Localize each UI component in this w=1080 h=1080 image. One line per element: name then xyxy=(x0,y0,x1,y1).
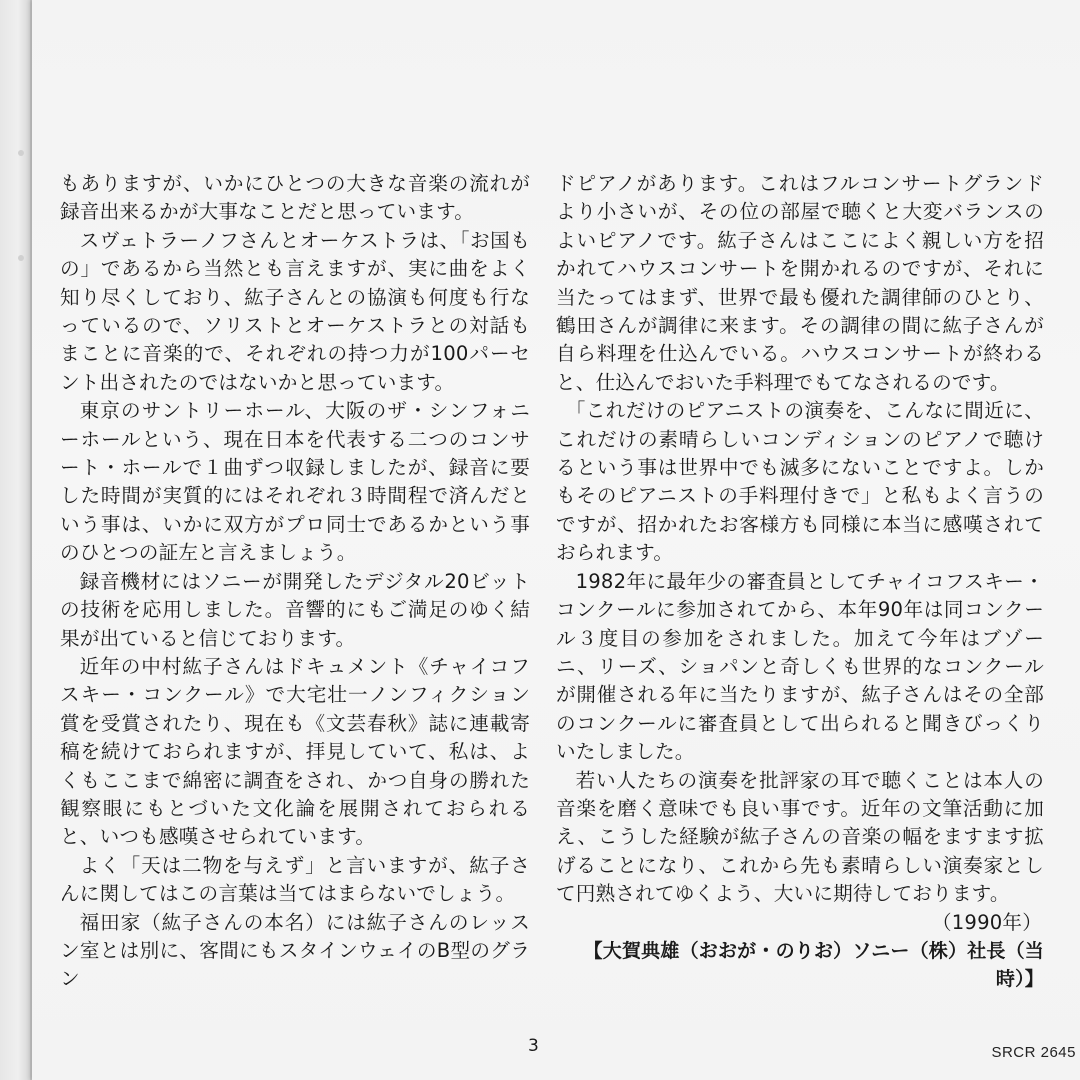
paragraph: もありますが、いかにひとつの大きな音楽の流れが録音出来るかが大事なことだと思っています。 xyxy=(60,172,530,224)
page-number: 3 xyxy=(528,1036,539,1056)
paragraph: 近年の中村紘子さんはドキュメント《チャイコフスキー・コンクール》で大宅壮一ノンフィクション賞を受賞されたり、現在も《文芸春秋》誌に連載寄稿を続けておられますが、拝見していて、私は、よくもここまで綿密に調査をされ、かつ自身の勝れた観察眼にもとづいた文化論を展開されておられると、いつも感嘆させられています。 xyxy=(60,654,530,849)
right-text-column xyxy=(556,170,1044,994)
catalog-code: SRCR 2645 xyxy=(991,1044,1076,1061)
paragraph: 録音機材にはソニーが開発したデジタル20ビットの技術を応用しました。音響的にもご満足のゆく結果が出ていると信じております。 xyxy=(60,569,530,650)
author-signature: 【大賀典雄（おおが・のりお）ソニー（株）社長（当時）】 xyxy=(583,939,1044,991)
binding-mark xyxy=(18,150,24,156)
paragraph: スヴェトラーノフさんとオーケストラは、「お国もの」であるから当然とも言えますが、実に曲をよく知り尽くしており、紘子さんとの協演も何度も行なっているので、ソリストとオーケストラとの対話もまことに音楽的で、それぞれの持つ力が100パーセント出されたのではないかと思っています。 xyxy=(60,228,530,394)
booklet-page xyxy=(32,0,1080,1080)
paragraph: 東京のサントリーホール、大阪のザ・シンフォニーホールという、現在日本を代表する二つのコンサート・ホールで１曲ずつ収録しましたが、録音に要した時間が実質的にはそれぞれ３時間程で済んだという事は、いかに双方がプロ同士であるかという事のひとつの証左と言えましょう。 xyxy=(60,399,530,565)
paragraph: 福田家（紘子さんの本名）には紘子さんのレッスン室とは別に、客間にもスタインウェイのB型のグラン xyxy=(60,910,530,991)
paragraph: よく「天は二物を与えず」と言いますが、紘子さんに関してはこの言葉は当てはまらないでしょう。 xyxy=(60,853,530,906)
paragraph: 「これだけのピアニストの演奏を、こんなに間近に、これだけの素晴らしいコンディションのピアノで聴けるという事は世界中でも滅多にないことですよ。しかもそのピアニストの手料理付きで」と私もよく言うのですが、招かれたお客様方も同様に本当に感嘆されておられます。 xyxy=(556,399,1044,565)
left-text-column xyxy=(60,170,530,994)
paragraph: ドピアノがあります。これはフルコンサートグランドより小さいが、その位の部屋で聴くと大変バランスのよいピアノです。紘子さんはここによく親しい方を招かれてハウスコンサートを開かれるのですが、それに当たってはまず、世界で最も優れた調律師のひとり、鶴田さんが調律に来ます。その調律の間に紘子さんが自ら料理を仕込んでいる。ハウスコンサートが終わると、仕込んでおいた手料理でもてなされるのです。 xyxy=(556,172,1044,394)
binding-mark xyxy=(18,255,24,261)
date-line: （1990年） xyxy=(931,910,1042,934)
paragraph: 若い人たちの演奏を批評家の耳で聴くことは本人の音楽を磨く意味でも良い事です。近年の文筆活動に加え、こうした経験が紘子さんの音楽の幅をますます拡げることになり、これから先も素晴らしい演奏家として円熟されてゆくよう、大いに期待しております。 xyxy=(556,768,1044,906)
previous-page-edge xyxy=(0,0,32,1080)
paragraph: 1982年に最年少の審査員としてチャイコフスキー・コンクールに参加されてから、本年90年は同コンクール３度目の参加をされました。加えて今年はブゾーニ、リーズ、ショパンと奇しくも世界的なコンクールが開催される年に当たりますが、紘子さんはその全部のコンクールに審査員として出られると聞きびっくりいたしました。 xyxy=(556,569,1044,764)
